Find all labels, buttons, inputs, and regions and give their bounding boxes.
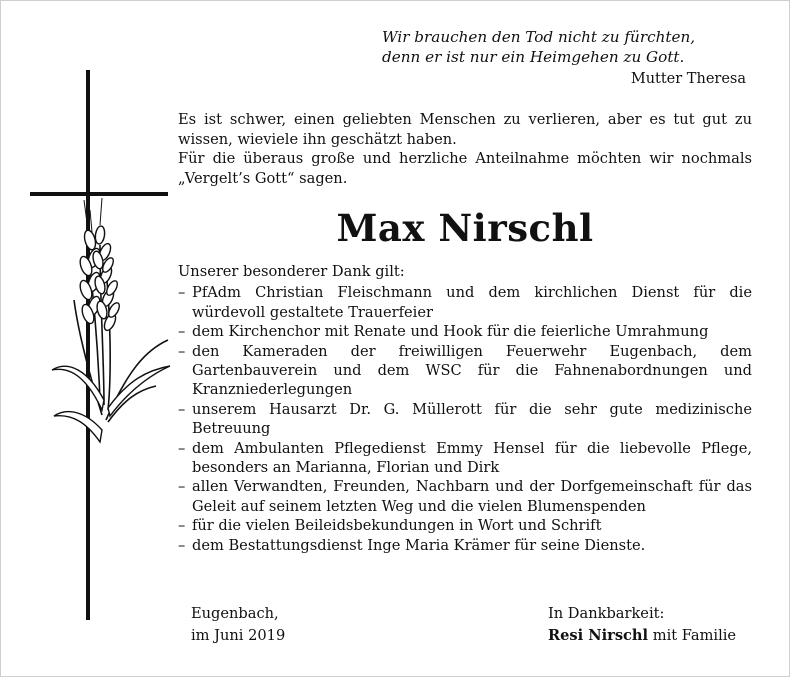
signer-rest: mit Familie xyxy=(648,627,737,644)
list-item: – dem Ambulanten Pflegedienst Emmy Hensel für die liebevolle Pflege, besonders an Marianna, Florian und Dirk xyxy=(178,439,752,477)
signer-name: Resi Nirschl xyxy=(548,627,649,644)
quote-block xyxy=(326,27,746,89)
signature-block xyxy=(548,603,736,647)
intro-paragraph-2: Für die überaus große und herzliche Anteilnahme möchten wir nochmals „Vergelt’s Gott“ sagen. xyxy=(178,150,752,187)
list-item: – für die vielen Beileidsbekundungen in Wort und Schrift xyxy=(178,517,602,535)
list-item: – PfAdm Christian Fleischmann und dem kirchlichen Dienst für die würdevoll gestaltete Trauerfeier xyxy=(178,284,752,321)
quote-line-1: Wir brauchen den Tod nicht zu fürchten, xyxy=(382,28,696,46)
deceased-name: Max Nirschl xyxy=(336,206,594,250)
closing: In Dankbarkeit: xyxy=(548,605,665,622)
quote-author: Mutter Theresa xyxy=(630,71,746,87)
list-item: – dem Bestattungsdienst Inge Maria Krämer für seine Dienste. xyxy=(178,536,646,554)
intro-paragraph-1: Es ist schwer, einen geliebten Menschen zu verlieren, aber es tut gut zu wissen, wieviele ihn geschätzt haben. xyxy=(178,111,752,148)
list-item: – dem Kirchenchor mit Renate und Hook für die feierliche Umrahmung xyxy=(178,323,709,341)
date: im Juni 2019 xyxy=(191,627,286,644)
signer xyxy=(548,625,736,647)
list-item: – allen Verwandten, Freunden, Nachbarn und der Dorfgemeinschaft für das Geleit auf seinem letzten Weg und die vielen Blumenspenden xyxy=(178,478,752,515)
intro-text xyxy=(178,110,752,188)
quote-line-2: denn er ist nur ein Heimgehen zu Gott. xyxy=(382,48,685,66)
place: Eugenbach, xyxy=(191,605,279,622)
list-item: – unserem Hausarzt Dr. G. Müllerott für die sehr gute medizinische Betreuung xyxy=(178,400,752,438)
cross-with-wheat-icon xyxy=(28,70,178,630)
thanks-section xyxy=(178,262,752,555)
thanks-heading: Unserer besonderer Dank gilt: xyxy=(178,263,405,280)
place-date xyxy=(191,603,285,647)
list-item: – den Kameraden der freiwilligen Feuerwehr Eugenbach, dem Gartenbauverein und dem WSC für die Fahnenabordnungen und Kranzniederlegungen xyxy=(178,342,752,399)
thanks-list xyxy=(178,283,752,555)
